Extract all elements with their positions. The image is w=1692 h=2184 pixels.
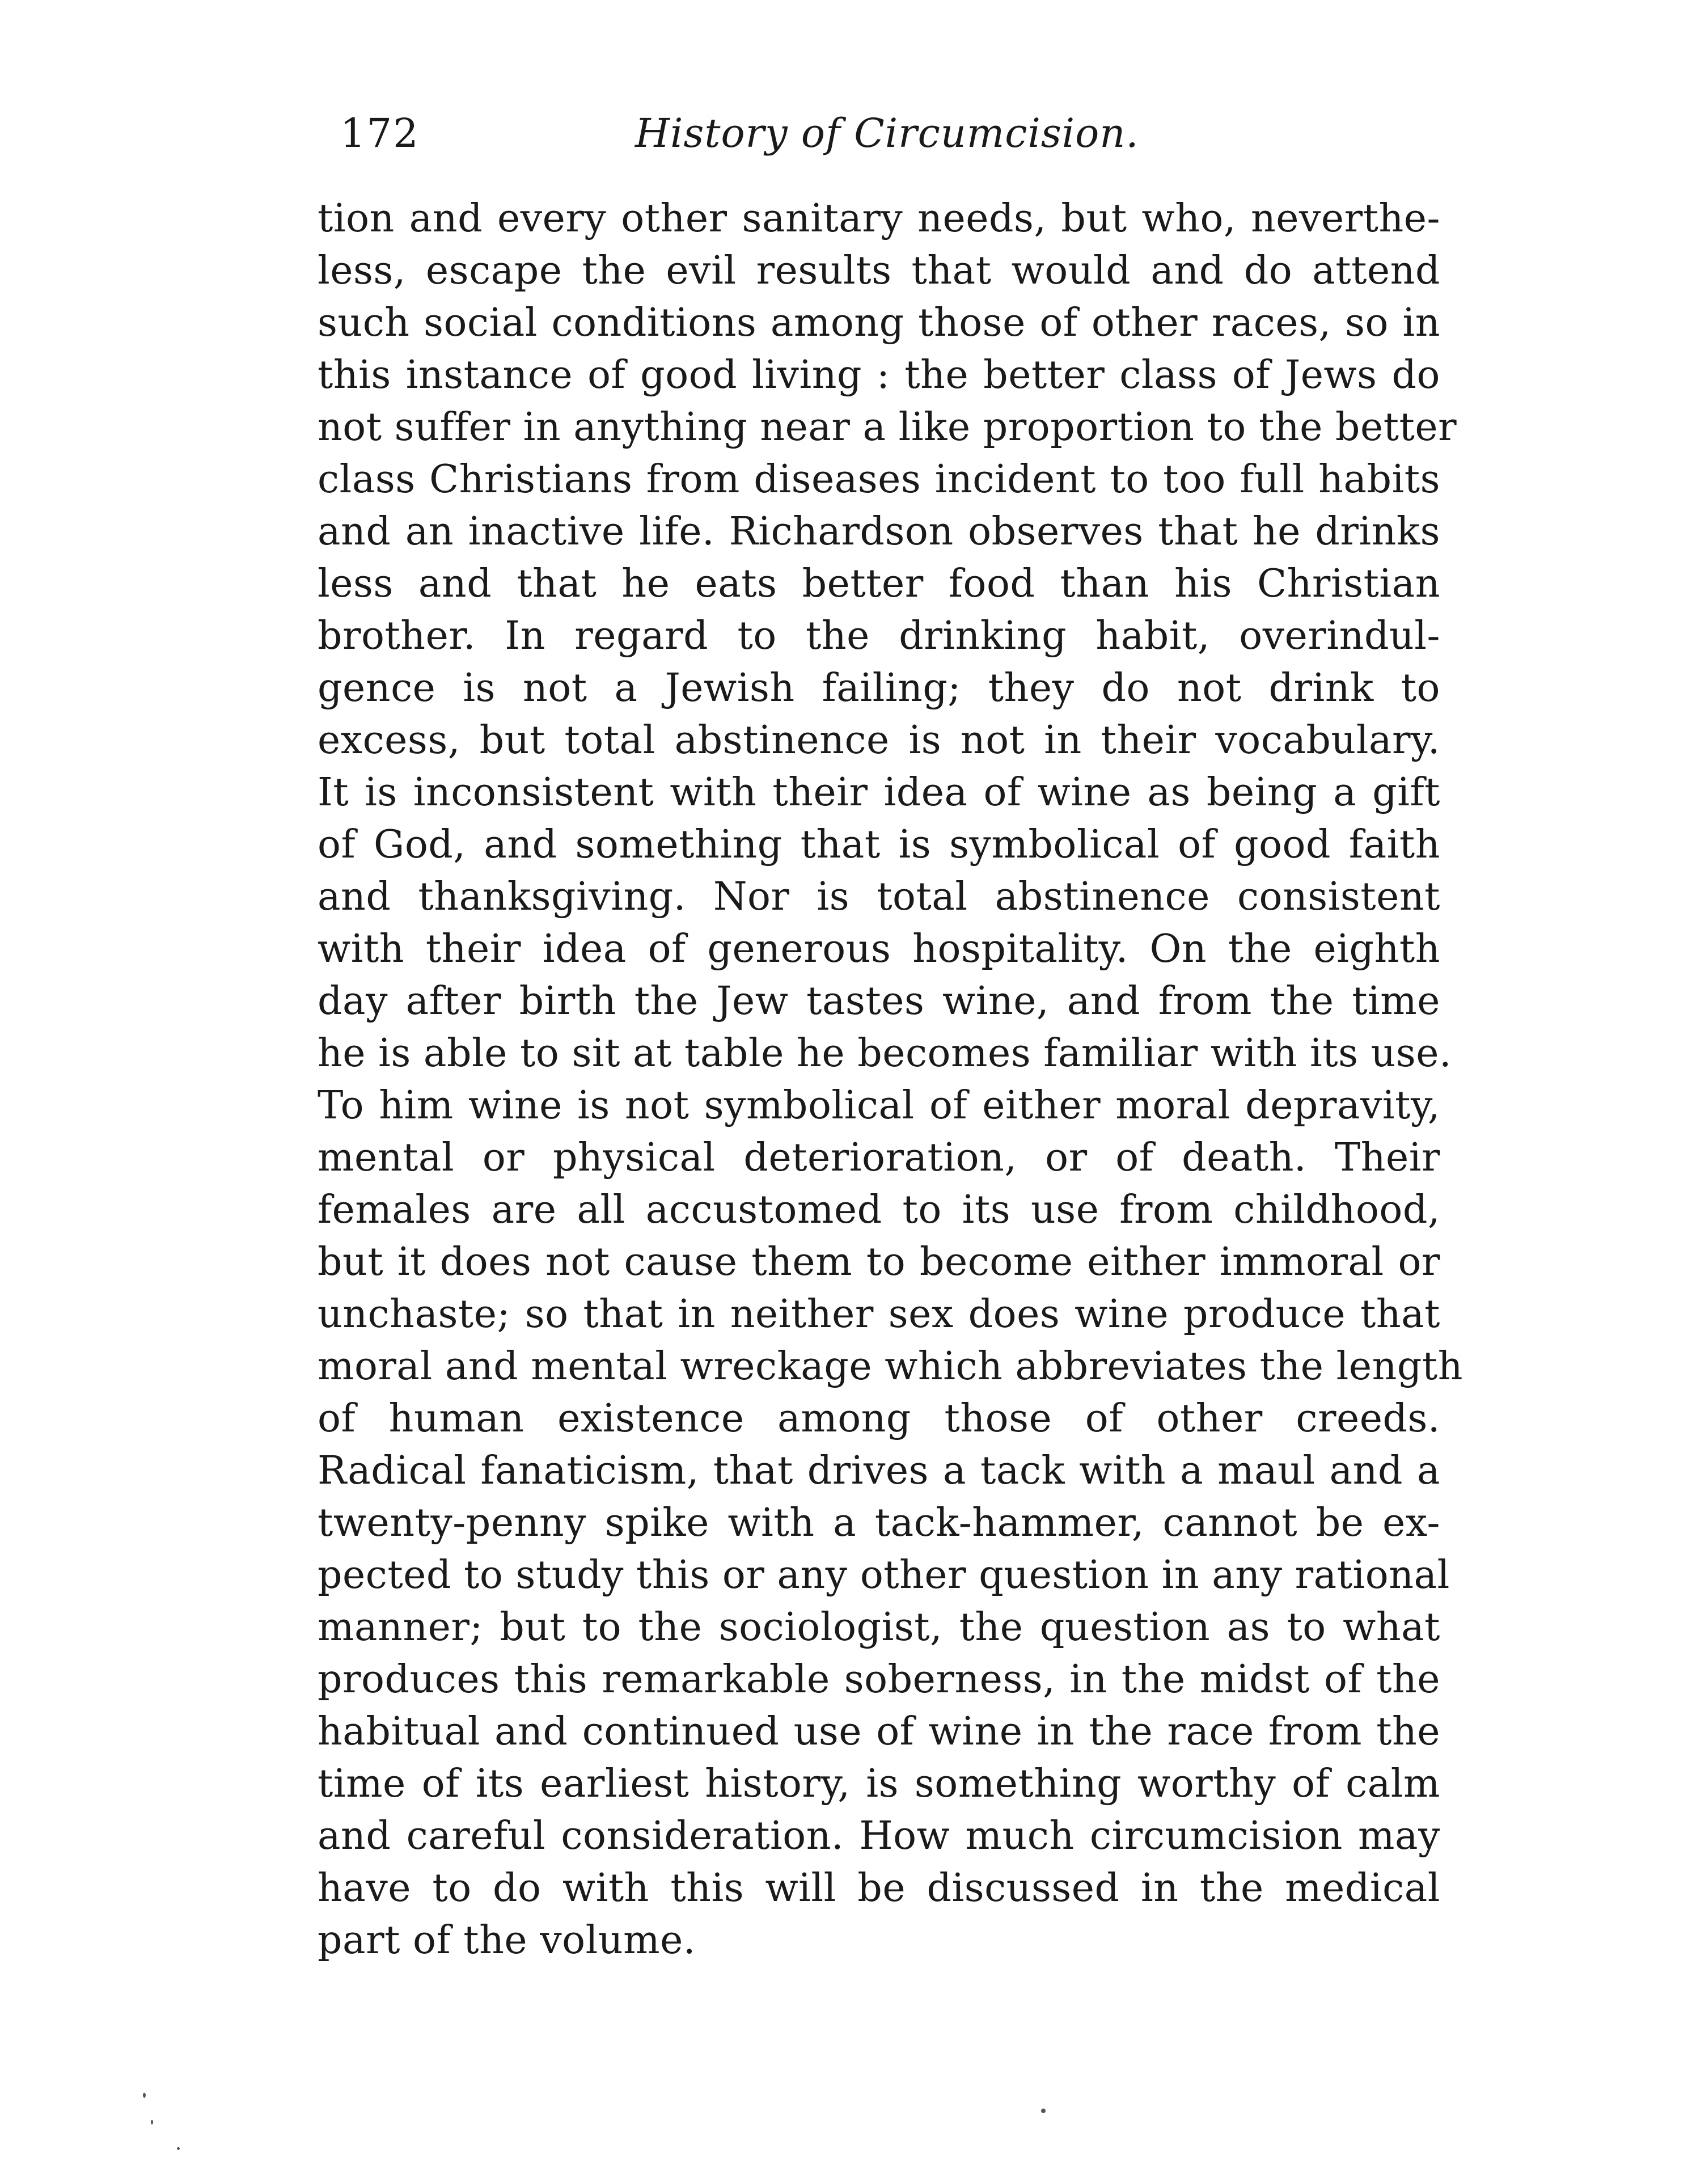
text-line: moral and mental wreckage which abbreviates the length	[318, 1344, 1463, 1389]
page-number: 172	[340, 110, 420, 157]
text-line: tion and every other sanitary needs, but who, neverthe-	[318, 196, 1440, 241]
text-line: manner; but to the sociologist, the question as to what	[318, 1605, 1440, 1650]
text-line: females are all accustomed to its use from childhood,	[318, 1188, 1440, 1232]
text-line: excess, but total abstinence is not in their vocabulary.	[318, 718, 1440, 763]
text-line: brother. In regard to the drinking habit, overindul-	[318, 614, 1440, 658]
text-line: unchaste; so that in neither sex does wine produce that	[318, 1292, 1440, 1337]
text-line: this instance of good living : the better class of Jews do	[318, 353, 1440, 398]
scan-speck	[143, 2093, 146, 2098]
scan-speck	[151, 2120, 153, 2124]
text-line: not suffer in anything near a like proportion to the better	[318, 405, 1457, 450]
scan-speck	[1041, 2109, 1046, 2113]
text-line: day after birth the Jew tastes wine, and from the time	[318, 979, 1440, 1024]
text-line: twenty-penny spike with a tack-hammer, cannot be ex-	[318, 1501, 1440, 1545]
text-line: of human existence among those of other creeds.	[318, 1396, 1440, 1441]
text-line: of God, and something that is symbolical of good faith	[318, 822, 1440, 867]
text-line: It is inconsistent with their idea of wine as being a gift	[318, 770, 1440, 815]
text-line: and an inactive life. Richardson observes that he drinks	[318, 509, 1440, 554]
text-line: less and that he eats better food than his Christian	[318, 561, 1440, 606]
text-line: but it does not cause them to become either immoral or	[318, 1240, 1440, 1285]
text-line: gence is not a Jewish failing; they do not drink to	[318, 666, 1440, 711]
text-line: pected to study this or any other question in any rational	[318, 1553, 1450, 1598]
running-title: History of Circumcision.	[635, 110, 1139, 157]
scan-speck	[177, 2147, 180, 2150]
text-line: Radical fanaticism, that drives a tack with a maul and a	[318, 1448, 1440, 1493]
text-line: and careful consideration. How much circumcision may	[318, 1814, 1440, 1858]
text-line: such social conditions among those of other races, so in	[318, 301, 1440, 345]
text-line: class Christians from diseases incident to too full habits	[318, 457, 1440, 502]
body-paragraph	[318, 193, 1463, 1967]
text-line: produces this remarkable soberness, in the midst of the	[318, 1657, 1440, 1702]
text-line: part of the volume.	[318, 1918, 696, 1963]
text-line: habitual and continued use of wine in the race from the	[318, 1709, 1440, 1754]
text-line: mental or physical deterioration, or of death. Their	[318, 1135, 1440, 1180]
text-line: he is able to sit at table he becomes familiar with its use.	[318, 1031, 1452, 1076]
text-line: To him wine is not symbolical of either moral depravity,	[318, 1083, 1440, 1128]
text-line: and thanksgiving. Nor is total abstinence consistent	[318, 875, 1440, 919]
text-line: have to do with this will be discussed in the medical	[318, 1866, 1440, 1911]
text-line: time of its earliest history, is something worthy of calm	[318, 1761, 1440, 1806]
text-line: with their idea of generous hospitality. On the eighth	[318, 927, 1440, 971]
running-head	[340, 108, 1429, 159]
text-line: less, escape the evil results that would and do attend	[318, 248, 1440, 293]
